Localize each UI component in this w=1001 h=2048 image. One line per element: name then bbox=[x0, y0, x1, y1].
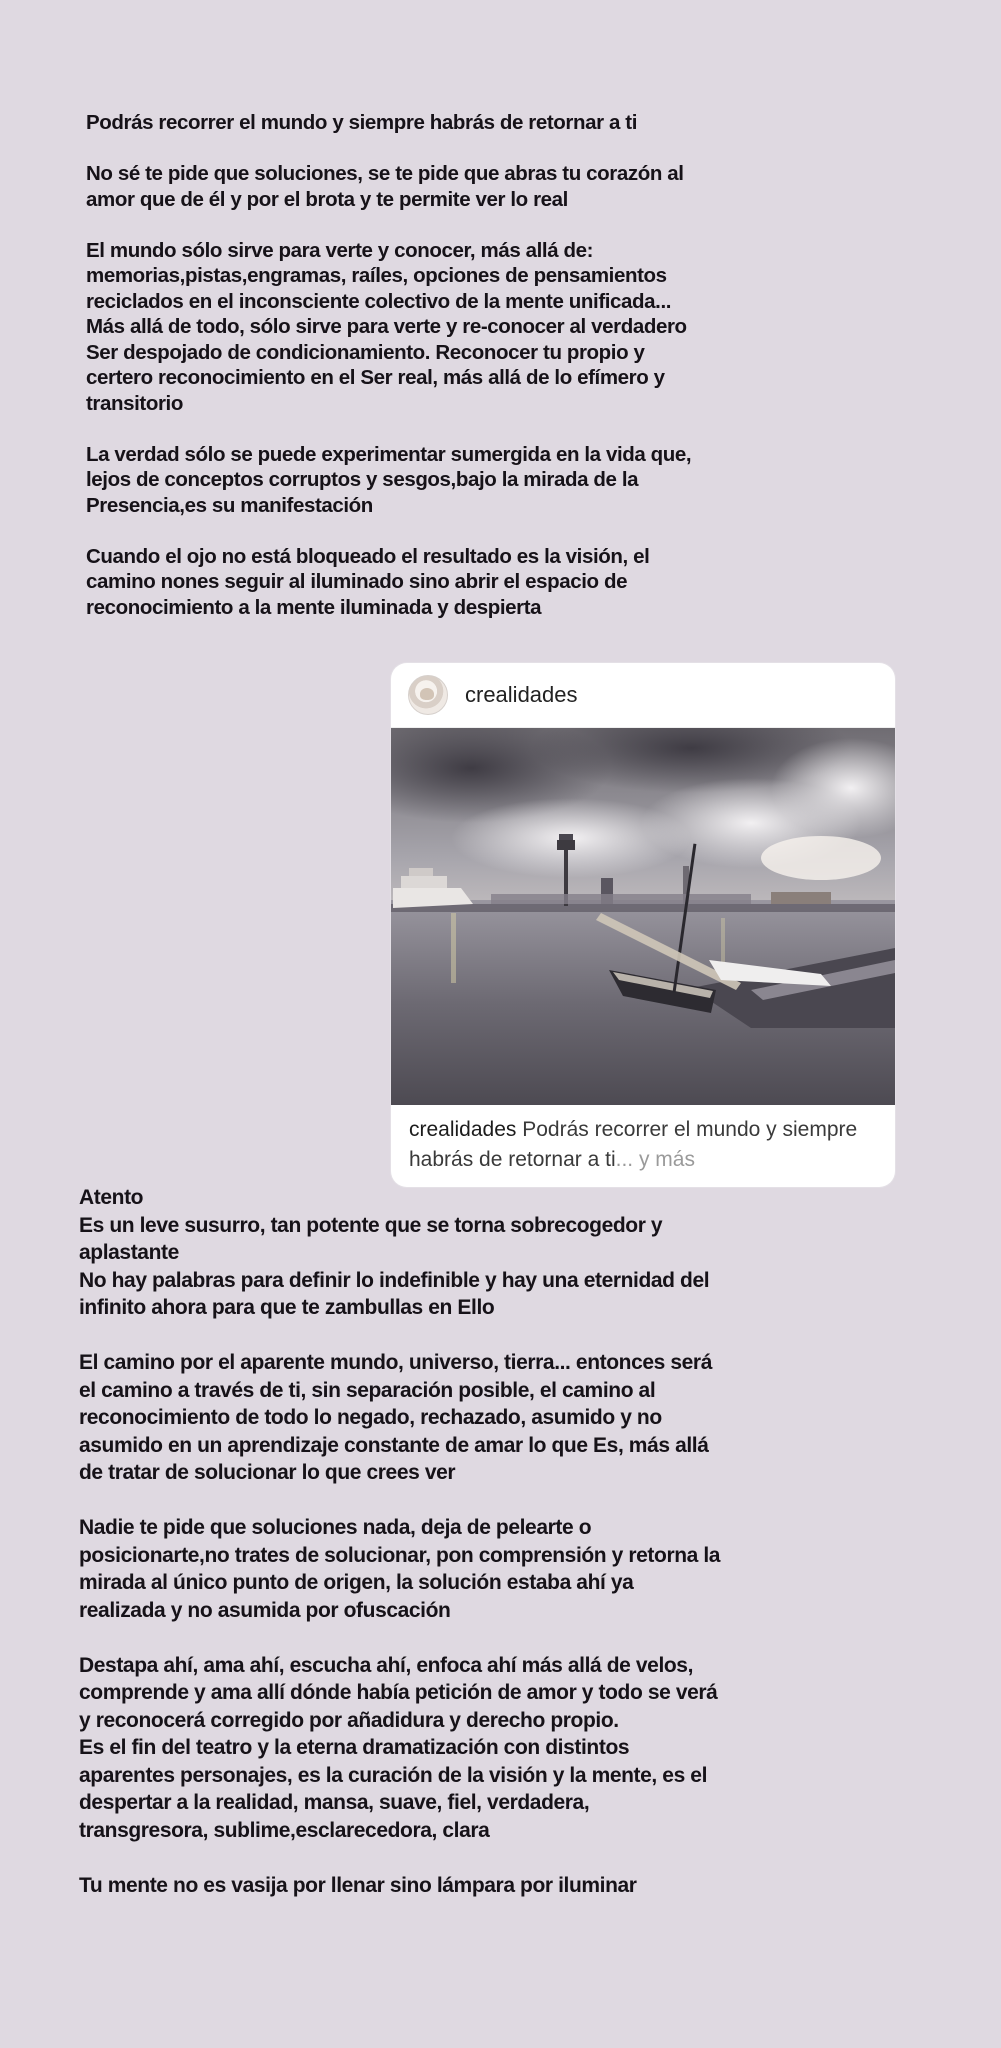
more-link[interactable]: ... y más bbox=[615, 1148, 695, 1171]
top-text-block bbox=[86, 110, 706, 620]
paragraph: Tu mente no es vasija por llenar sino lámpara por iluminar bbox=[79, 1873, 637, 1897]
instagram-embed-card[interactable] bbox=[391, 663, 895, 1187]
paragraph: Nadie te pide que soluciones nada, deja de pelearte o posicionarte,no trates de solucionar, pon comprensión y retorna la mirada al único punto de origen, la solución estaba ahí ya realizada y no asumida por ofuscación bbox=[79, 1516, 721, 1622]
bottom-text-block bbox=[79, 1184, 779, 1927]
caption-text: Podrás recorrer el mundo y siempre habrás de retornar a ti bbox=[409, 1118, 858, 1171]
embed-caption[interactable] bbox=[391, 1105, 895, 1175]
paragraph: La verdad sólo se puede experimentar sumergida en la vida que, lejos de conceptos corruptos y sesgos,bajo la mirada de la Presencia,es su manifestación bbox=[86, 442, 692, 517]
embed-header[interactable] bbox=[391, 663, 895, 728]
paragraph: Cuando el ojo no está bloqueado el resultado es la visión, el camino nones seguir al iluminado sino abrir el espacio de reconocimiento a la mente iluminada y despierta bbox=[86, 544, 650, 619]
paragraph: No sé te pide que soluciones, se te pide que abras tu corazón al amor que de él y por el brota y te permite ver lo real bbox=[86, 162, 684, 211]
paragraph: El camino por el aparente mundo, universo, tierra... entonces será el camino a través de ti, sin separación posible, el camino al reconocimiento de todo lo negado, rechazado, asumido y no asumido en un aprendizaje constante de amar lo que Es, más allá de tratar de solucionar lo que crees ver bbox=[79, 1351, 712, 1484]
embed-username[interactable]: crealidades bbox=[465, 682, 578, 707]
paragraph: Podrás recorrer el mundo y siempre habrás de retornar a ti bbox=[86, 111, 638, 134]
paragraph: Atento Es un leve susurro, tan potente que se torna sobrecogedor y aplastante No hay palabras para definir lo indefinible y hay una eternidad del infinito ahora para que te zambullas en Ello bbox=[79, 1186, 710, 1319]
paragraph: Destapa ahí, ama ahí, escucha ahí, enfoca ahí más allá de velos, comprende y ama allí dónde había petición de amor y todo se verá y reconocerá corregido por añadidura y derecho propio. Es el fin del teatro y la eterna dramatización con distintos aparentes personajes, es la curación de la visión y la mente, es el despertar a la realidad, mansa, suave, fiel, verdadera, transgresora, sublime,esclarecedora, clara bbox=[79, 1653, 718, 1842]
caption-username[interactable]: crealidades bbox=[409, 1118, 517, 1141]
paragraph: El mundo sólo sirve para verte y conocer, más allá de: memorias,pistas,engramas, raíles, opciones de pensamientos reciclados en el inconsciente colectivo de la mente unificada... Más allá de todo, sólo sirve para verte y re-conocer al verdadero Ser despojado de condicionamiento. Reconocer tu propio y certero reconocimiento en el Ser real, más allá de lo efímero y transitorio bbox=[86, 238, 687, 415]
harbor-photo[interactable] bbox=[391, 728, 895, 1105]
cherub-avatar-icon[interactable] bbox=[408, 675, 448, 715]
